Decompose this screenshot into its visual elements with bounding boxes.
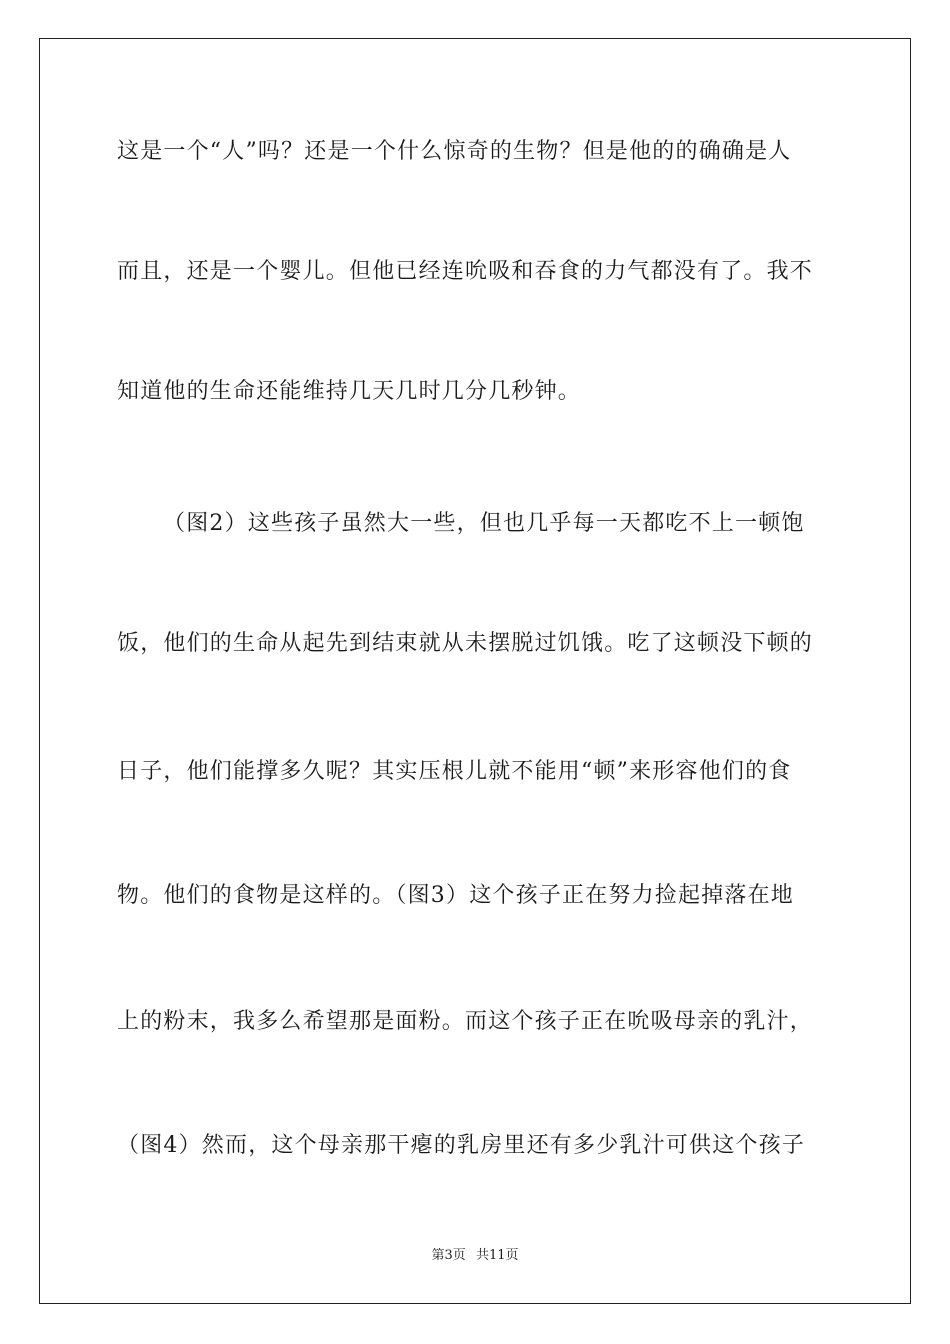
paragraph-line: 这是一个“人”吗？还是一个什么惊奇的生物？但是他的的确确是人 xyxy=(117,139,792,164)
paragraph-line: （图4）然而，这个母亲那干瘪的乳房里还有多少乳汁可供这个孩子 xyxy=(117,1133,805,1158)
page-border xyxy=(39,38,911,1304)
paragraph-line: 上的粉末，我多么希望那是面粉。而这个孩子正在吮吸母亲的乳汁， xyxy=(117,1009,814,1034)
page-number: 第3页 xyxy=(431,1248,466,1263)
paragraph-line: 而且，还是一个婴儿。但他已经连吮吸和吞食的力气都没有了。我不 xyxy=(117,259,814,284)
paragraph-line: 物。他们的食物是这样的。（图3）这个孩子正在努力捡起掉落在地 xyxy=(117,883,794,908)
paragraph-line: 饭，他们的生命从起先到结束就从未摆脱过饥饿。吃了这顿没下顿的 xyxy=(117,631,814,656)
paragraph-line-indented: （图2）这些孩子虽然大一些，但也几乎每一天都吃不上一顿饱 xyxy=(163,511,805,536)
page-total: 共11页 xyxy=(475,1248,519,1263)
paragraph-line: 知道他的生命还能维持几天几时几分几秒钟。 xyxy=(117,379,582,404)
page-footer xyxy=(0,1247,950,1265)
paragraph-line: 日子，他们能撑多久呢？其实压根儿就不能用“顿”来形容他们的食 xyxy=(117,759,792,784)
